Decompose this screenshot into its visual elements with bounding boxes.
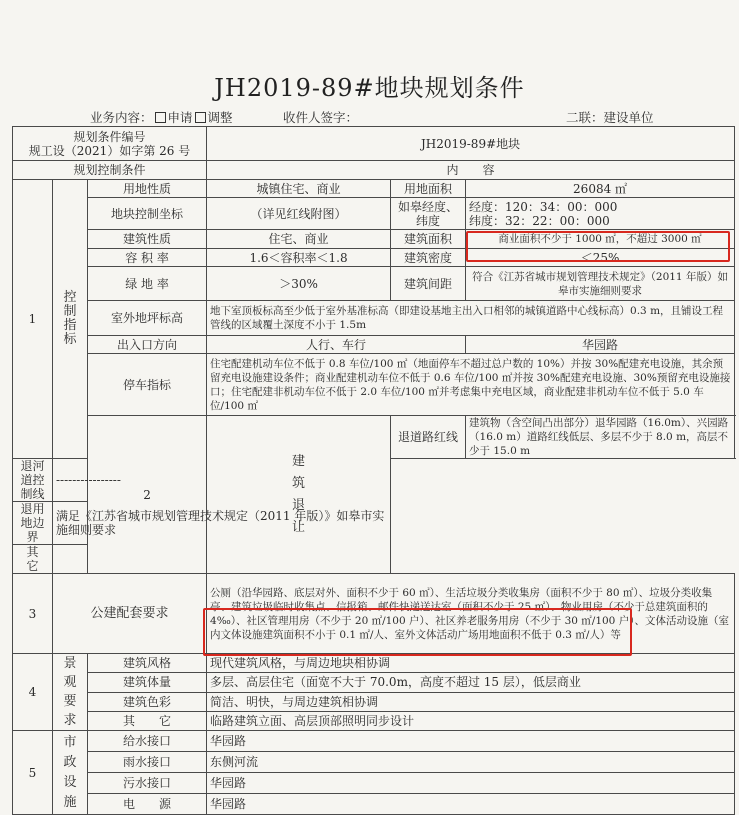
road-setback-label: 退道路红线 — [391, 416, 466, 459]
table-row — [13, 731, 735, 752]
far-label: 容 积 率 — [88, 249, 207, 267]
color-label: 建筑色彩 — [88, 692, 207, 711]
table-row — [13, 692, 735, 711]
parking-label: 停车指标 — [88, 354, 207, 416]
table-row — [13, 249, 735, 267]
table-row — [13, 267, 735, 301]
lonlat-label: 如皋经度、纬度 — [391, 198, 466, 230]
spacing-value: 符合《江苏省城市规划管理技术规定》（2011 年版）如皋市实施细则要求 — [466, 267, 735, 301]
table-row — [13, 773, 735, 794]
boundary-setback-label: 退用地边界 — [13, 502, 53, 545]
table-row — [13, 336, 735, 354]
table-row — [13, 502, 735, 545]
section-3-number: 3 — [13, 574, 53, 654]
coord-label: 地块控制坐标 — [88, 198, 207, 230]
table-row — [13, 354, 735, 416]
table-row — [13, 301, 735, 336]
land-area-label: 用地面积 — [391, 180, 466, 198]
page-title: JH2019-89#地块规划条件 — [214, 74, 525, 102]
setback-other-value — [53, 545, 391, 574]
road-setback-value: 建筑物（含空间凸出部分）退华园路（16.0m）、兴园路（16.0 m）道路红线低层、多层不少于 8.0 m，高层不少于 15.0 m — [466, 416, 735, 459]
elevation-value: 地下室顶板标高至少低于室外基准标高（即建设基地主出入口相邻的城镇道路中心线标高）0.3 m，且铺设工程管线的区域覆土深度不小于 1.5m — [207, 301, 735, 336]
style-value: 现代建筑风格，与周边地块相协调 — [207, 654, 735, 673]
section-4-group-label: 景 观 要 求 — [53, 654, 88, 731]
entrance-value-2: 华园路 — [466, 336, 735, 354]
copy-label: 二联：建设单位 — [566, 110, 654, 125]
sewage-label: 污水接口 — [88, 773, 207, 794]
header-row-code — [13, 127, 735, 161]
river-setback-label: 退河道控制线 — [13, 459, 53, 502]
table-row — [13, 654, 735, 673]
parcel-name: JH2019-89#地块 — [207, 127, 735, 161]
setback-other-label: 其 它 — [13, 545, 53, 574]
items-label: 规划控制条件 — [13, 161, 207, 180]
parking-value: 住宅配建机动车位不低于 0.8 车位/100 ㎡（地面停车不超过总户数的 10%）并按 30%配建充电设施，其余预留充电设施建设条件；商业配建机动车位不低于 0.6 车位/100 ㎡并按 30%配建充电设施、30%预留充电设施接口；住宅配建非机动车位不低于 2.0 车位/100 ㎡并考虑集中充电区域，商业配建非机动车位不低于 5.0 车位/100 ㎡ — [207, 354, 735, 416]
section-2-group-label: 建 筑 退 让 — [207, 416, 391, 574]
power-label: 电 源 — [88, 794, 207, 815]
density-value: ＜25% — [466, 249, 735, 267]
table-row — [13, 574, 735, 654]
code-label-line2: 规工设（2021）如字第 26 号 — [28, 143, 191, 158]
section-5-number: 5 — [13, 731, 53, 815]
elevation-label: 室外地坪标高 — [88, 301, 207, 336]
density-label: 建筑密度 — [391, 249, 466, 267]
building-area-label: 建筑面积 — [391, 230, 466, 249]
header-row-items — [13, 161, 735, 180]
spacing-label: 建筑间距 — [391, 267, 466, 301]
table-row — [13, 545, 735, 574]
signature-label: 收件人签字： — [283, 110, 359, 125]
code-label-cell — [13, 127, 207, 161]
section-2-number: 2 — [88, 416, 207, 574]
section-4-number: 4 — [13, 654, 53, 731]
land-area-value: 26084 ㎡ — [466, 180, 735, 198]
volume-label: 建筑体量 — [88, 673, 207, 692]
land-use-label: 用地性质 — [88, 180, 207, 198]
business-type-label: 业务内容： — [90, 110, 153, 125]
boundary-setback-value: 满足《江苏省城市规划管理技术规定（2011 年版）》如皋市实施细则要求 — [53, 502, 391, 545]
building-use-value: 住宅、商业 — [207, 230, 391, 249]
public-facilities-label: 公建配套要求 — [53, 574, 207, 654]
water-label: 给水接口 — [88, 731, 207, 752]
table-row — [13, 230, 735, 249]
section-1-group-label: 控 制 指 标 — [53, 180, 88, 459]
content-label: 内 容 — [207, 161, 735, 180]
section-5-group-label: 市 政 设 施 — [53, 731, 88, 815]
green-label: 绿 地 率 — [88, 267, 207, 301]
table-row — [13, 180, 735, 198]
coord-value: （详见红线附图） — [207, 198, 391, 230]
adjust-checkbox[interactable] — [195, 112, 206, 123]
water-value: 华园路 — [207, 731, 735, 752]
longitude-value: 经度：120：34：00：000 — [469, 199, 618, 214]
section-1-number: 1 — [13, 180, 53, 459]
rain-value: 东侧河流 — [207, 752, 735, 773]
apply-checkbox[interactable] — [155, 112, 166, 123]
entrance-label: 出入口方向 — [88, 336, 207, 354]
table-row — [13, 752, 735, 773]
code-label-line1: 规划条件编号 — [73, 129, 146, 144]
river-setback-value: ---------------- — [53, 459, 391, 502]
table-row — [13, 459, 735, 502]
table-row — [13, 794, 735, 815]
landscape-other-label: 其 它 — [88, 711, 207, 730]
table-row — [13, 416, 735, 459]
far-value: 1.6＜容积率＜1.8 — [207, 249, 391, 267]
landscape-other-value: 临路建筑立面、高层顶部照明同步设计 — [207, 711, 735, 730]
public-facilities-value: 公厕（沿华园路、底层对外、面积不少于 60 ㎡）、生活垃圾分类收集房（面积不少于 80 ㎡）、垃圾分类收集亭、建筑垃圾临时收集点、信报箱、邮件快递送达室（面积不少于 25 ㎡）、物业用房（不少于总建筑面积的 4‰）、社区管理用房（不少于 20 ㎡/100 户）、社区养老服务用房（不少于 30 ㎡/100 户）、文体活动设施（室内文体设施建筑面积不小于 0.1 ㎡/人、室外文体活动广场用地面积不低于 0.3 ㎡/人）等 — [207, 574, 735, 654]
table-row — [13, 198, 735, 230]
adjust-option-label: 调整 — [207, 110, 233, 125]
volume-value: 多层、高层住宅（面宽不大于 70.0m，高度不超过 15 层），低层商业 — [207, 673, 735, 692]
style-label: 建筑风格 — [88, 654, 207, 673]
entrance-value-1: 人行、车行 — [207, 336, 466, 354]
color-value: 简洁、明快，与周边建筑相协调 — [207, 692, 735, 711]
building-area-value: 商业面积不少于 1000 ㎡，不超过 3000 ㎡ — [466, 230, 735, 249]
latitude-value: 纬度：32：22：00：000 — [469, 213, 610, 228]
apply-option-label: 申请 — [167, 110, 193, 125]
rain-label: 雨水接口 — [88, 752, 207, 773]
table-row — [13, 711, 735, 730]
building-use-label: 建筑性质 — [88, 230, 207, 249]
planning-conditions-table — [12, 126, 735, 815]
table-row — [13, 673, 735, 692]
sewage-value: 华园路 — [207, 773, 735, 794]
power-value: 华园路 — [207, 794, 735, 815]
lonlat-value — [466, 198, 735, 230]
green-value: ＞30% — [207, 267, 391, 301]
business-type-line — [90, 108, 233, 126]
land-use-value: 城镇住宅、商业 — [207, 180, 391, 198]
